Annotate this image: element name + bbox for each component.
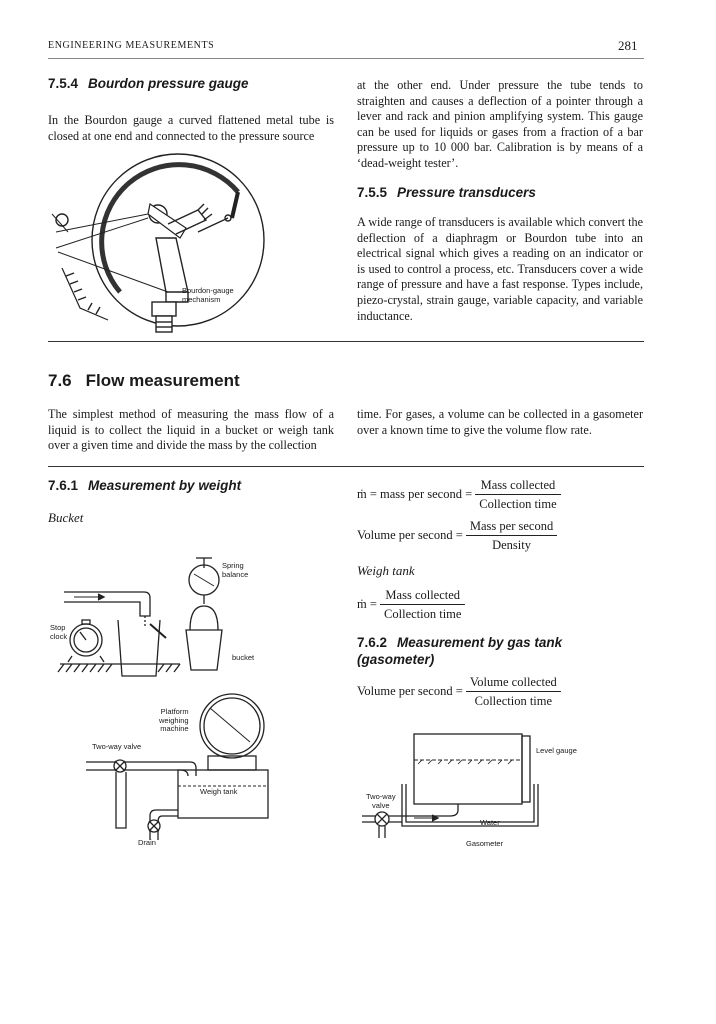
- bourdon-paragraph-left: In the Bourdon gauge a curved flattened metal tube is closed at one end and connected to the pressure source: [48, 113, 334, 143]
- weigh-tank-figure: [80, 690, 300, 850]
- gasometer-label: Gasometer: [466, 839, 504, 848]
- bucket-label: bucket: [232, 653, 255, 662]
- section-title: Measurement by gas tank: [397, 635, 563, 650]
- bourdon-paragraph-right: at the other end. Under pressure the tube tends to straighten and causes a deflection of a pointer through a lever and rack and pinion amplifying system. This gauge can be used for liquids or gases from a fraction of a bar pressure up to 10 000 bar. Calibration is by means of a ‘dead-weight tester’.: [357, 78, 643, 170]
- bourdon-figure-caption: [182, 287, 234, 304]
- section-heading-7-5-4: [48, 76, 249, 91]
- spring-balance-label: [222, 562, 248, 579]
- label-line: machine: [160, 724, 189, 733]
- label-line: Stop: [50, 623, 66, 632]
- eq-fraction: [466, 675, 561, 709]
- flow-paragraph-right: time. For gases, a volume can be collected in a gasometer over a known time to give the volume flow rate.: [357, 407, 643, 437]
- level-gauge-label: Level gauge: [536, 746, 577, 755]
- label-line: Two-way: [366, 792, 396, 801]
- weigh-tank-heading: Weigh tank: [357, 563, 415, 578]
- eq-lhs: ṁ = mass per second =: [357, 486, 473, 501]
- eq-lhs: ṁ =: [357, 596, 377, 611]
- stop-clock-label: [50, 624, 67, 641]
- equation-volume-per-second: [357, 519, 557, 553]
- two-way-valve-label: Two-way valve: [92, 742, 142, 751]
- two-way-valve-label: [366, 793, 396, 810]
- section-title: Bourdon pressure gauge: [88, 76, 249, 91]
- section-title: Flow measurement: [85, 371, 240, 390]
- eq-lhs: Volume per second =: [357, 527, 463, 542]
- eq-fraction: [475, 478, 560, 512]
- drain-label: Drain: [138, 838, 156, 847]
- flow-paragraph-left: The simplest method of measuring the mass flow of a liquid is to collect the liquid in a bucket or weigh tank over a given time and divide the mass by the collection: [48, 407, 334, 453]
- label-line: valve: [372, 800, 390, 810]
- eq-fraction: [380, 588, 465, 622]
- eq-fraction: [466, 519, 557, 553]
- eq-numerator: Mass per second: [466, 519, 557, 536]
- section-number: 7.6: [48, 371, 72, 390]
- transducers-paragraph: A wide range of transducers is available which convert the deflection of a diaphragm or Bourdon tube into an electrical signal which gives a reading on an indicator or is used to control a process, etc. Transducers cover a wide range of pressure and have a fast response. Types include, piezo-crystal, strain gauge, variable capacity, and variable inductance.: [357, 215, 643, 323]
- label-line: Platform: [160, 707, 189, 716]
- section-heading-7-6: [48, 371, 240, 391]
- eq-numerator: Mass collected: [475, 478, 560, 495]
- header-rule: [48, 58, 644, 59]
- caption-line-1: Bourdon-gauge: [182, 286, 234, 295]
- label-line: clock: [50, 631, 68, 641]
- caption-line-2: mechanism: [182, 294, 221, 304]
- weigh-tank-label: Weigh tank: [200, 787, 238, 796]
- equation-weigh-tank: [357, 588, 465, 622]
- bucket-heading: Bucket: [48, 510, 84, 525]
- section-divider-middle: [48, 466, 644, 467]
- section-heading-7-6-2: [357, 634, 562, 668]
- section-number: 7.5.4: [48, 76, 79, 91]
- gasometer-figure: [362, 726, 562, 842]
- running-title: ENGINEERING MEASUREMENTS: [48, 40, 215, 51]
- bucket-figure: [46, 548, 296, 688]
- section-number: 7.6.1: [48, 478, 79, 493]
- section-number: 7.5.5: [357, 185, 388, 200]
- section-number: 7.6.2: [357, 635, 388, 650]
- eq-numerator: Mass collected: [380, 588, 465, 605]
- eq-numerator: Volume collected: [466, 675, 561, 692]
- eq-denominator: Collection time: [479, 497, 557, 511]
- bourdon-gauge-figure: [48, 142, 338, 338]
- section-title: Pressure transducers: [397, 185, 536, 200]
- label-line: balance: [222, 569, 249, 579]
- eq-denominator: Collection time: [474, 694, 553, 708]
- section-title-cont: (gasometer): [357, 652, 435, 667]
- label-line: weighing: [159, 715, 189, 725]
- water-label: Water: [480, 818, 500, 827]
- section-divider-top: [48, 341, 644, 342]
- section-title: Measurement by weight: [88, 478, 242, 493]
- label-line: Spring: [222, 561, 244, 570]
- eq-denominator: Density: [492, 538, 531, 552]
- equation-mass-per-second: [357, 478, 561, 512]
- section-heading-7-6-1: [48, 478, 241, 493]
- equation-gasometer: [357, 675, 561, 709]
- section-heading-7-5-5: [357, 185, 536, 200]
- gauge-outer-ring: [92, 154, 264, 326]
- eq-denominator: Collection time: [384, 607, 462, 621]
- eq-lhs: Volume per second =: [357, 683, 463, 698]
- platform-label: [159, 708, 189, 734]
- page-number: 281: [618, 38, 638, 53]
